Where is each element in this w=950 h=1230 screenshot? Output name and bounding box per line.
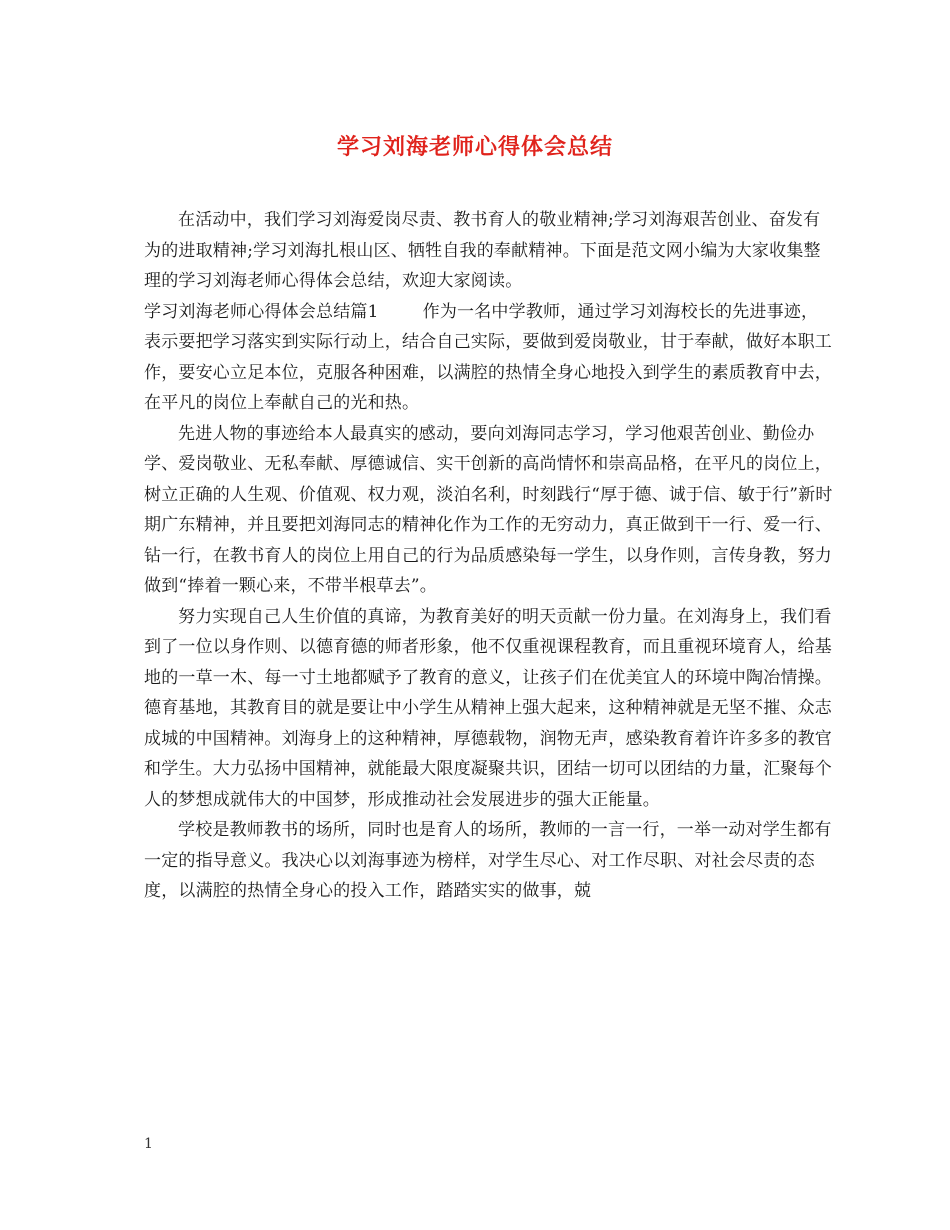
document-body — [144, 205, 834, 907]
body-paragraph: 先进人物的事迹给本人最真实的感动，要向刘海同志学习，学习他艰苦创业、勤俭办学、爱岗敬业、无私奉献、厚德诚信、实干创新的高尚情怀和崇高品格，在平凡的岗位上，树立正确的人生观、价值观、权力观，淡泊名利，时刻践行“厚于德、诚于信、敏于行”新时期广东精神，并且要把刘海同志的精神化作为工作的无穷动力，真正做到干一行、爱一行、钻一行，在教书育人的岗位上用自己的行为品质感染每一学生，以身作则，言传身教，努力做到“捧着一颗心来，不带半根草去”。 — [144, 423, 833, 596]
intro-paragraph: 在活动中，我们学习刘海爱岗尽责、教书育人的敬业精神;学习刘海艰苦创业、奋发有为的进取精神;学习刘海扎根山区、牺牲自我的奉献精神。下面是范文网小编为大家收集整理的学习刘海老师心得体会总结，欢迎大家阅读。 — [144, 210, 821, 291]
article-first-paragraph — [144, 297, 834, 419]
article-heading: 学习刘海老师心得体会总结篇1 — [144, 301, 379, 322]
page-number: 1 — [144, 1136, 153, 1152]
body-paragraph: 努力实现自己人生价值的真谛，为教育美好的明天贡献一份力量。在刘海身上，我们看到了一位以身作则、以德育德的师者形象，他不仅重视课程教育，而且重视环境育人，给基地的一草一木、每一寸土地都赋予了教育的意义，让孩子们在优美宜人的环境中陶冶情操。德育基地，其教育目的就是要让中小学生从精神上强大起来，这种精神就是无坚不摧、众志成城的中国精神。刘海身上的这种精神，厚德载物，润物无声，感染教育着许许多多的教官和学生。大力弘扬中国精神，就能最大限度凝聚共识，团结一切可以团结的力量，汇聚每个人的梦想成就伟大的中国梦，形成推动社会发展进步的强大正能量。 — [144, 606, 832, 810]
document-title: 学习刘海老师心得体会总结 — [336, 135, 613, 160]
article-first-paragraph-text: 作为一名中学教师，通过学习刘海校长的先进事迹，表示要把学习落实到实际行动上，结合自己实际，要做到爱岗敬业，甘于奉献，做好本职工作，要安心立足本位，克服各种困难，以满腔的热情全身心地投入到学生的素质教育中去，在平凡的岗位上奉献自己的光和热。 — [144, 301, 832, 413]
body-paragraph: 学校是教师教书的场所，同时也是育人的场所，教师的一言一行，一举一动对学生都有一定的指导意义。我决心以刘海事迹为榜样，对学生尽心、对工作尽职、对社会尽责的态度，以满腔的热情全身心的投入工作，踏踏实实的做事，兢 — [144, 820, 832, 901]
